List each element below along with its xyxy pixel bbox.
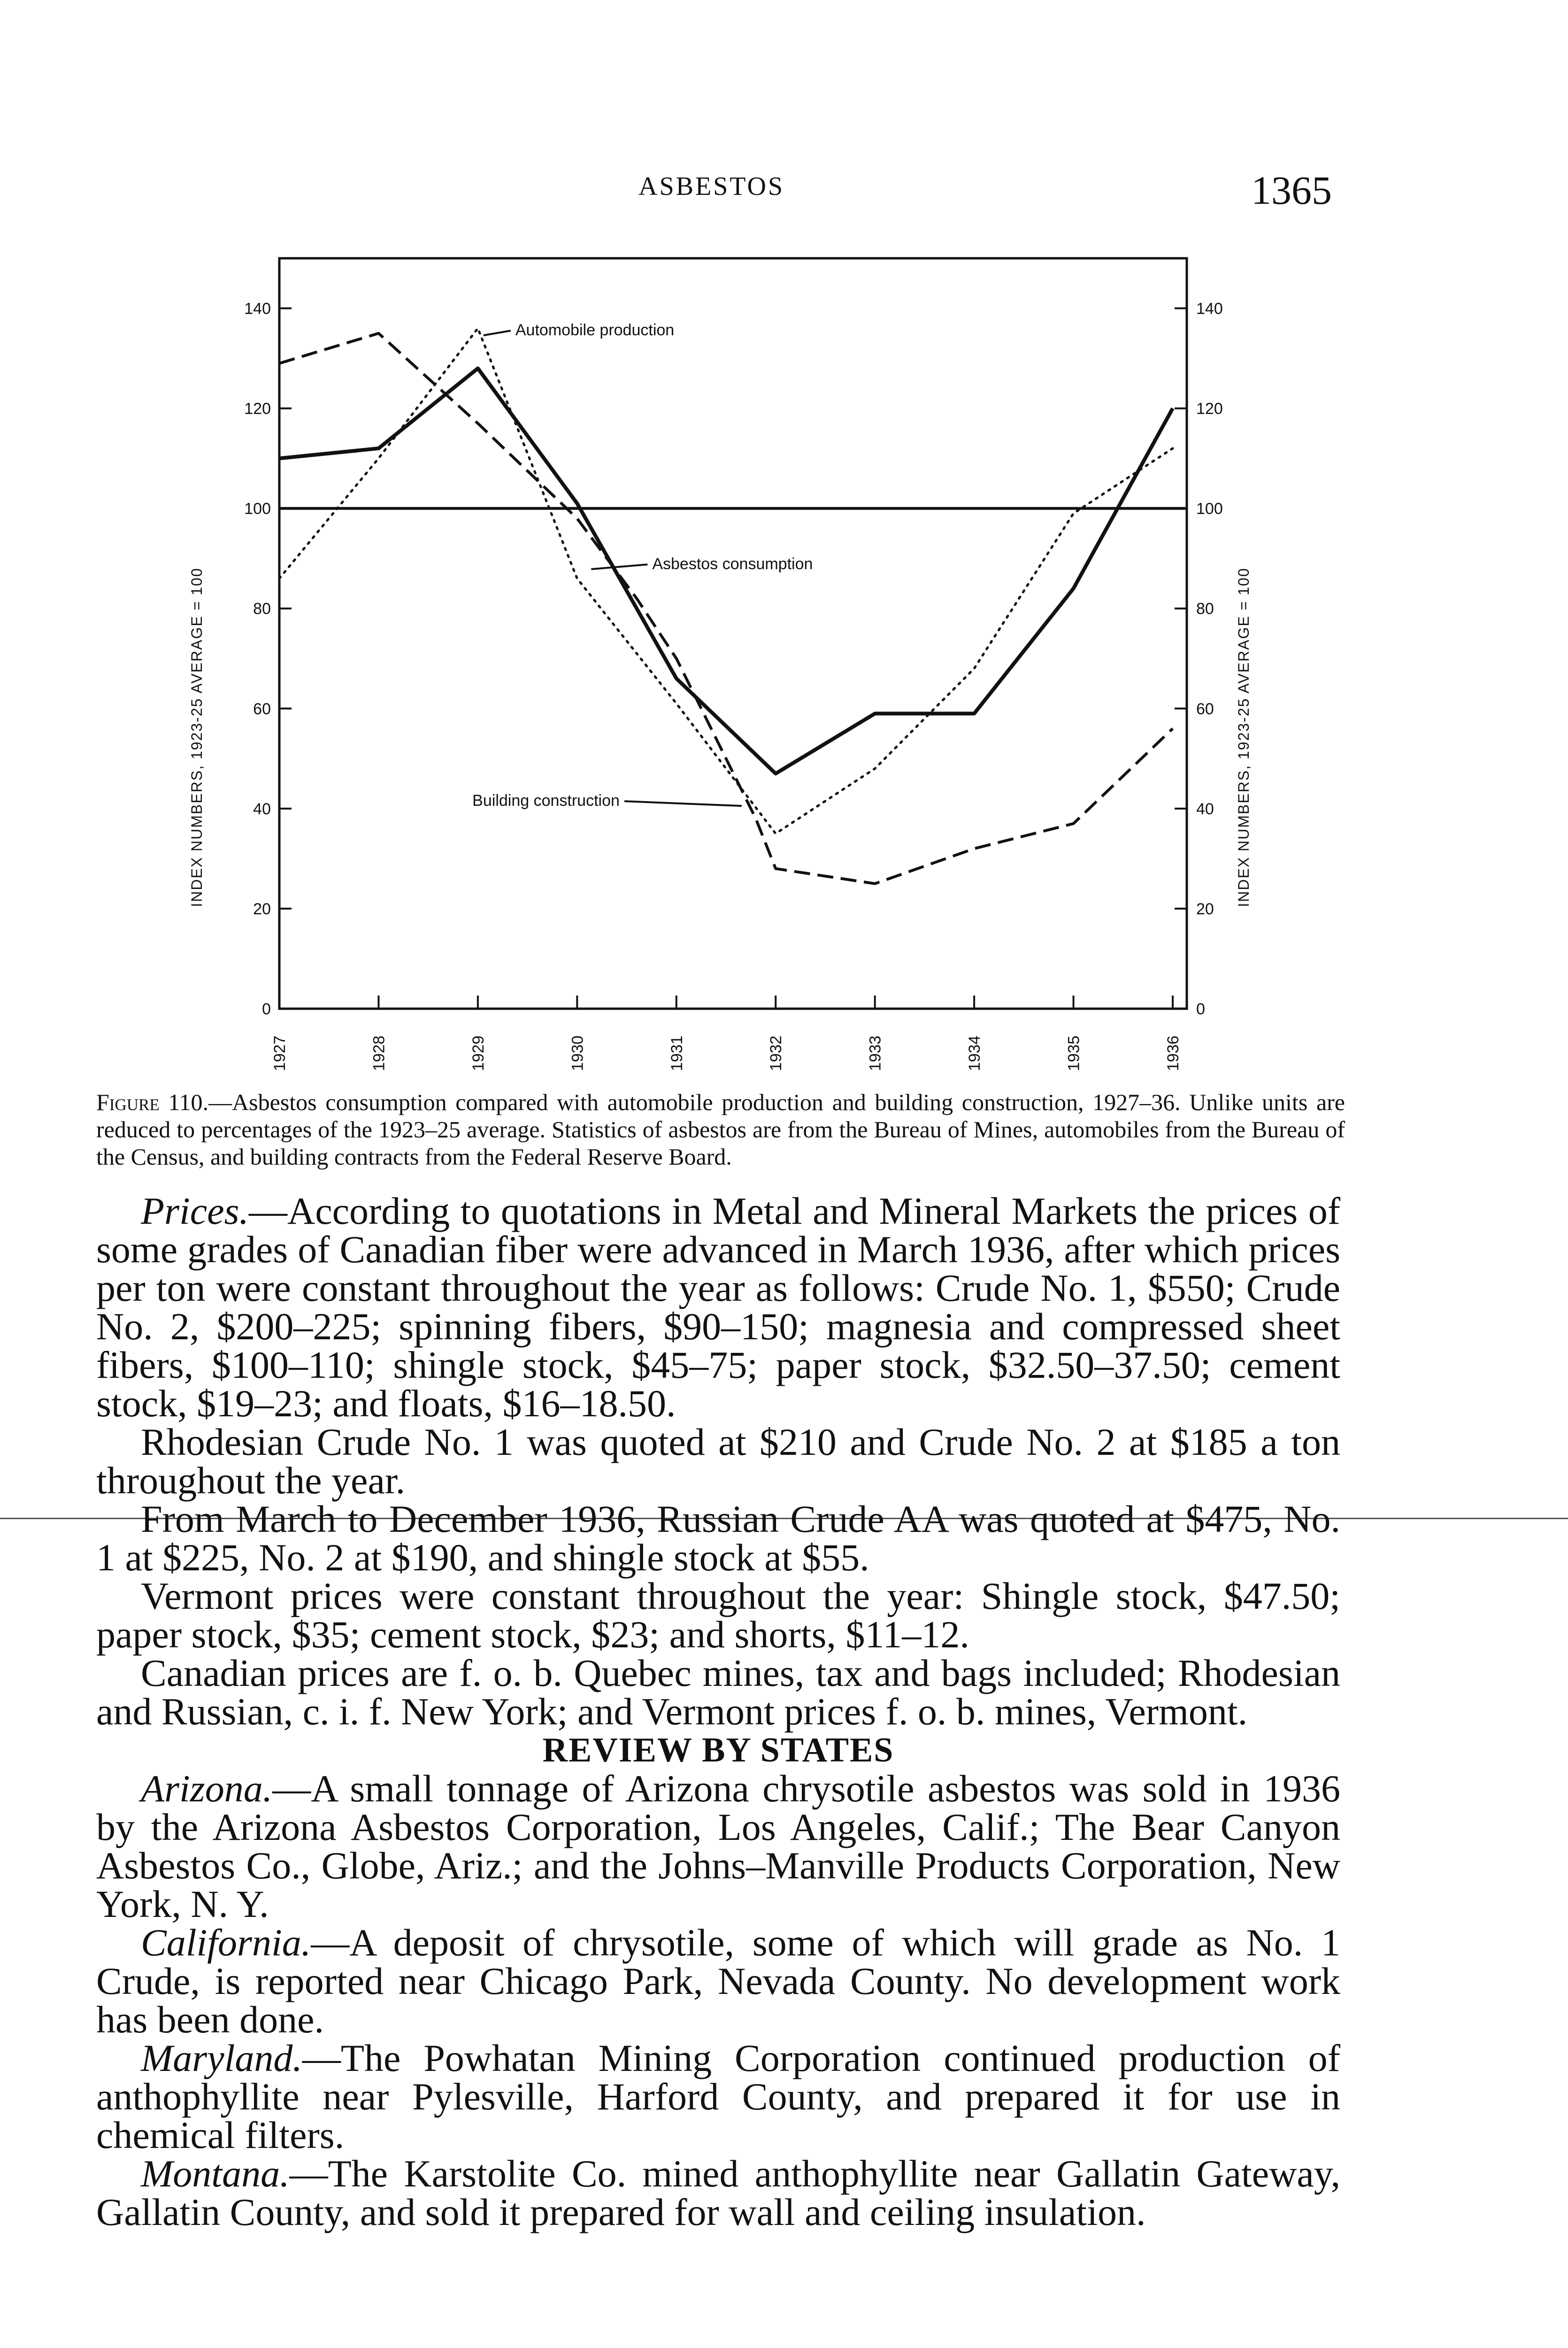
paragraph-text: Canadian prices are f. o. b. Quebec mines, tax and bags included; Rhodesian and Russian, c. i. f. New York; and Vermont prices f. o. b. mines, Vermont. (96, 1652, 1340, 1733)
series-line-building-construction (279, 333, 1173, 884)
y-axis-label-left: INDEX NUMBERS, 1923-25 AVERAGE = 100 (188, 567, 205, 907)
chart-series-group (279, 328, 1173, 884)
x-tick-label: 1930 (569, 1035, 587, 1071)
annotation-leader (484, 331, 511, 335)
x-tick-label: 1927 (271, 1035, 289, 1071)
y-tick-label-right: 0 (1196, 1000, 1205, 1018)
x-tick-label: 1934 (966, 1035, 984, 1071)
paragraph-price-terms (96, 1654, 1340, 1731)
paragraph-text: —The Karstolite Co. mined anthophyllite near Gallatin Gateway, Gallatin County, and sold it prepared for wall and ceiling insulation. (96, 2152, 1340, 2233)
y-tick-label-left: 60 (253, 700, 271, 718)
y-tick-label-left: 80 (253, 600, 271, 618)
x-tick-label: 1935 (1065, 1035, 1083, 1071)
page-number: 1365 (1251, 168, 1332, 213)
y-tick-label-right: 100 (1196, 500, 1223, 518)
paragraph-russian (96, 1500, 1340, 1577)
paragraph-lead: Montana. (141, 2152, 290, 2195)
x-tick-label: 1936 (1164, 1035, 1182, 1071)
paragraph-arizona (96, 1769, 1340, 1923)
paragraph-text: —A deposit of chrysotile, some of which will grade as No. 1 Crude, is reported near Chicago Park, Nevada County. No development work has been done. (96, 1921, 1340, 2041)
y-axis-label-right: INDEX NUMBERS, 1923-25 AVERAGE = 100 (1235, 567, 1252, 907)
paragraph-lead: Arizona. (141, 1767, 273, 1810)
annotation-leader (591, 564, 647, 569)
chart-ticks (244, 300, 1222, 1071)
y-tick-label-right: 120 (1196, 400, 1223, 418)
paragraph-rhodesian (96, 1423, 1340, 1500)
section-heading: REVIEW BY STATES (542, 1731, 894, 1769)
index-line-chart (155, 249, 1291, 1094)
y-tick-label-left: 140 (244, 300, 271, 318)
plot-border (279, 258, 1187, 1009)
annotation-label: Asbestos consumption (652, 555, 813, 573)
paragraph-text: Vermont prices were constant throughout the year: Shingle stock, $47.50; paper stock, $35; cement stock, $23; and shorts, $11–12. (96, 1575, 1340, 1656)
y-tick-label-right: 140 (1196, 300, 1223, 318)
x-tick-label: 1932 (767, 1035, 785, 1071)
annotation-label: Automobile production (515, 321, 675, 340)
chart-frame (279, 258, 1187, 1009)
paragraph-lead: California. (141, 1921, 311, 1964)
paragraph-text: —A small tonnage of Arizona chrysotile asbestos was sold in 1936 by the Arizona Asbestos Corporation, Los Angeles, Calif.; The Bear Canyon Asbestos Co., Globe, Ariz.; and the Johns–Manville Products Corporation, New York, N. Y. (96, 1767, 1340, 1925)
paragraph-text: —The Powhatan Mining Corporation continued production of anthophyllite near Pylesville, Harford County, and prepared it for use in chemical filters. (96, 2037, 1340, 2156)
chart-annotations (472, 321, 813, 810)
y-tick-label-right: 80 (1196, 600, 1214, 618)
paragraph-vermont (96, 1577, 1340, 1654)
y-tick-label-left: 40 (253, 800, 271, 818)
paragraph-lead: Maryland. (141, 2037, 302, 2079)
paragraph-text: From March to December 1936, Russian Crude AA was quoted at $475, No. 1 at $225, No. 2 at $190, and shingle stock at $55. (96, 1498, 1340, 1579)
annotation-label: Building construction (472, 792, 620, 810)
paragraph-prices (96, 1189, 1340, 1425)
y-tick-label-left: 120 (244, 400, 271, 418)
paragraph-maryland (96, 2039, 1340, 2155)
x-tick-label: 1928 (370, 1035, 388, 1071)
body-text (96, 1189, 1340, 2233)
paragraph-text: Rhodesian Crude No. 1 was quoted at $210 and Crude No. 2 at $185 a ton throughout the year. (96, 1421, 1340, 1502)
paragraph-montana (96, 2152, 1340, 2233)
figure-label: Figure 110. (96, 1089, 209, 1115)
paragraph-california (96, 1923, 1340, 2039)
y-tick-label-right: 40 (1196, 800, 1214, 818)
y-tick-label-right: 60 (1196, 700, 1214, 718)
paragraph-lead: Prices. (141, 1189, 249, 1232)
x-tick-label: 1929 (469, 1035, 487, 1071)
y-tick-label-left: 100 (244, 500, 271, 518)
figure-caption (96, 1089, 1345, 1170)
y-tick-label-right: 20 (1196, 900, 1214, 918)
x-tick-label: 1931 (668, 1035, 686, 1071)
running-header-title: ASBESTOS (638, 172, 785, 201)
paragraph-text: —According to quotations in Metal and Mineral Markets the prices of some grades of Canadian fiber were advanced in March 1936, after which prices per ton were constant throughout the year as follows: Crude No. 1, $550; Crude No. 2, $200–225; spinning fibers, $90–150; magnesia and compressed sheet fibers, $100–110; shingle stock, $45–75; paper stock, $32.50–37.50; cement stock, $19–23; and floats, $16–18.50. (96, 1189, 1340, 1425)
x-tick-label: 1933 (866, 1035, 884, 1071)
figure-caption-text: —Asbestos consumption compared with automobile production and building construction, 1927–36. Unlike units are reduced to percentages of the 1923–25 average. Statistics of asbestos are from the Bureau of Mines, automobiles from the Bureau of the Census, and building contracts from the Federal Reserve Board. (96, 1089, 1345, 1170)
annotation-leader (624, 801, 742, 806)
y-tick-label-left: 0 (262, 1000, 271, 1018)
y-tick-label-left: 20 (253, 900, 271, 918)
